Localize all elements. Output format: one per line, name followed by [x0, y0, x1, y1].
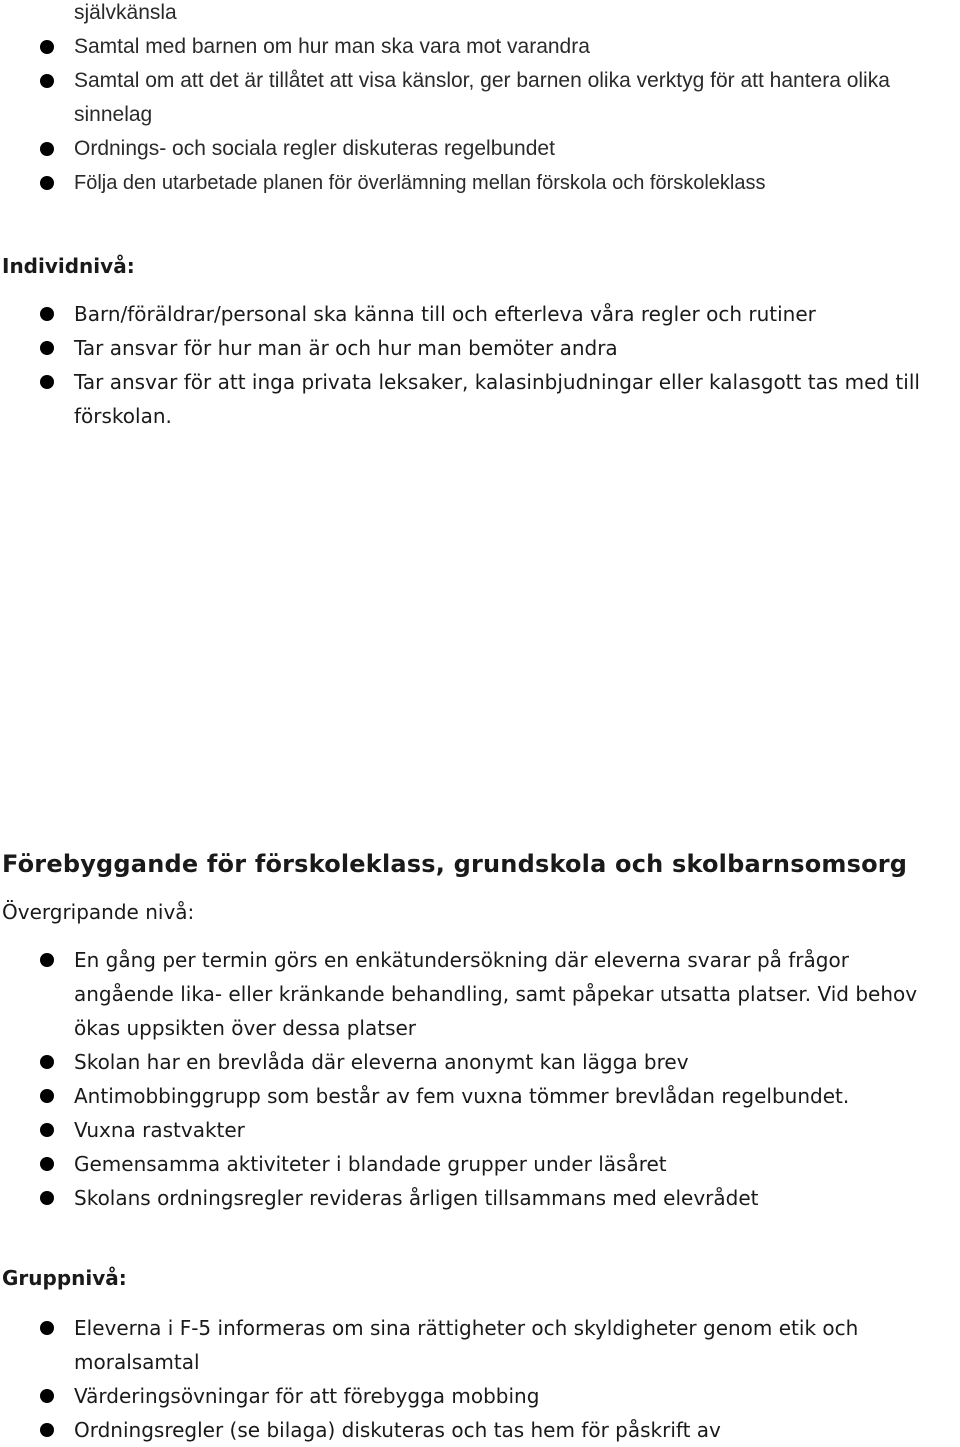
overgripande-heading: Övergripande nivå:	[2, 900, 195, 924]
list-item: Eleverna i F-5 informeras om sina rättigheter och skyldigheter genom etik och moralsamtal	[0, 1311, 960, 1379]
list-item: Antimobbinggrupp som består av fem vuxna tömmer brevlådan regelbundet.	[0, 1079, 960, 1113]
bullet-icon	[40, 1321, 54, 1335]
list-item: Tar ansvar för hur man är och hur man bemöter andra	[0, 331, 960, 365]
individ-heading: Individnivå:	[2, 254, 135, 278]
list-item: Vuxna rastvakter	[0, 1113, 960, 1147]
bullet-icon	[40, 307, 54, 321]
activities-list	[0, 30, 960, 200]
bullet-icon	[40, 1089, 54, 1103]
bullet-icon	[40, 1389, 54, 1403]
bullet-icon	[40, 1191, 54, 1205]
bullet-icon	[40, 341, 54, 355]
list-item: Värderingsövningar för att förebygga mobbing	[0, 1379, 960, 1413]
list-item: Följa den utarbetade planen för överlämning mellan förskola och förskoleklass	[0, 166, 960, 200]
list-item: Samtal om att det är tillåtet att visa känslor, ger barnen olika verktyg för att hantera olika sinnelag	[0, 64, 960, 132]
list-item: En gång per termin görs en enkätundersökning där eleverna svarar på frågor angående lika- eller kränkande behandling, samt påpekar utsatta platser. Vid behov ökas uppsikten över dessa platser	[0, 943, 960, 1045]
bullet-icon	[40, 1157, 54, 1171]
bullet-icon	[40, 176, 54, 190]
bullet-icon	[40, 74, 54, 88]
continuation-text: självkänsla	[74, 1, 177, 24]
bullet-icon	[40, 1423, 54, 1437]
overgripande-list	[0, 943, 960, 1215]
section-title: Förebyggande för förskoleklass, grundskola och skolbarnsomsorg	[2, 850, 908, 878]
list-item: Barn/föräldrar/personal ska känna till och efterleva våra regler och rutiner	[0, 297, 960, 331]
list-item: Skolans ordningsregler revideras årligen tillsammans med elevrådet	[0, 1181, 960, 1215]
bullet-icon	[40, 1123, 54, 1137]
bullet-icon	[40, 953, 54, 967]
list-item: Skolan har en brevlåda där eleverna anonymt kan lägga brev	[0, 1045, 960, 1079]
bullet-icon	[40, 40, 54, 54]
individ-list	[0, 297, 960, 433]
grupp-heading: Gruppnivå:	[2, 1266, 127, 1290]
list-item: Gemensamma aktiviteter i blandade grupper under läsåret	[0, 1147, 960, 1181]
list-item: Ordnings- och sociala regler diskuteras regelbundet	[0, 132, 960, 166]
list-item: Samtal med barnen om hur man ska vara mot varandra	[0, 30, 960, 64]
list-item: Tar ansvar för att inga privata leksaker, kalasinbjudningar eller kalasgott tas med till förskolan.	[0, 365, 960, 433]
bullet-icon	[40, 1055, 54, 1069]
grupp-list	[0, 1311, 960, 1447]
bullet-icon	[40, 142, 54, 156]
bullet-icon	[40, 375, 54, 389]
list-item: Ordningsregler (se bilaga) diskuteras och tas hem för påskrift av	[0, 1413, 960, 1447]
